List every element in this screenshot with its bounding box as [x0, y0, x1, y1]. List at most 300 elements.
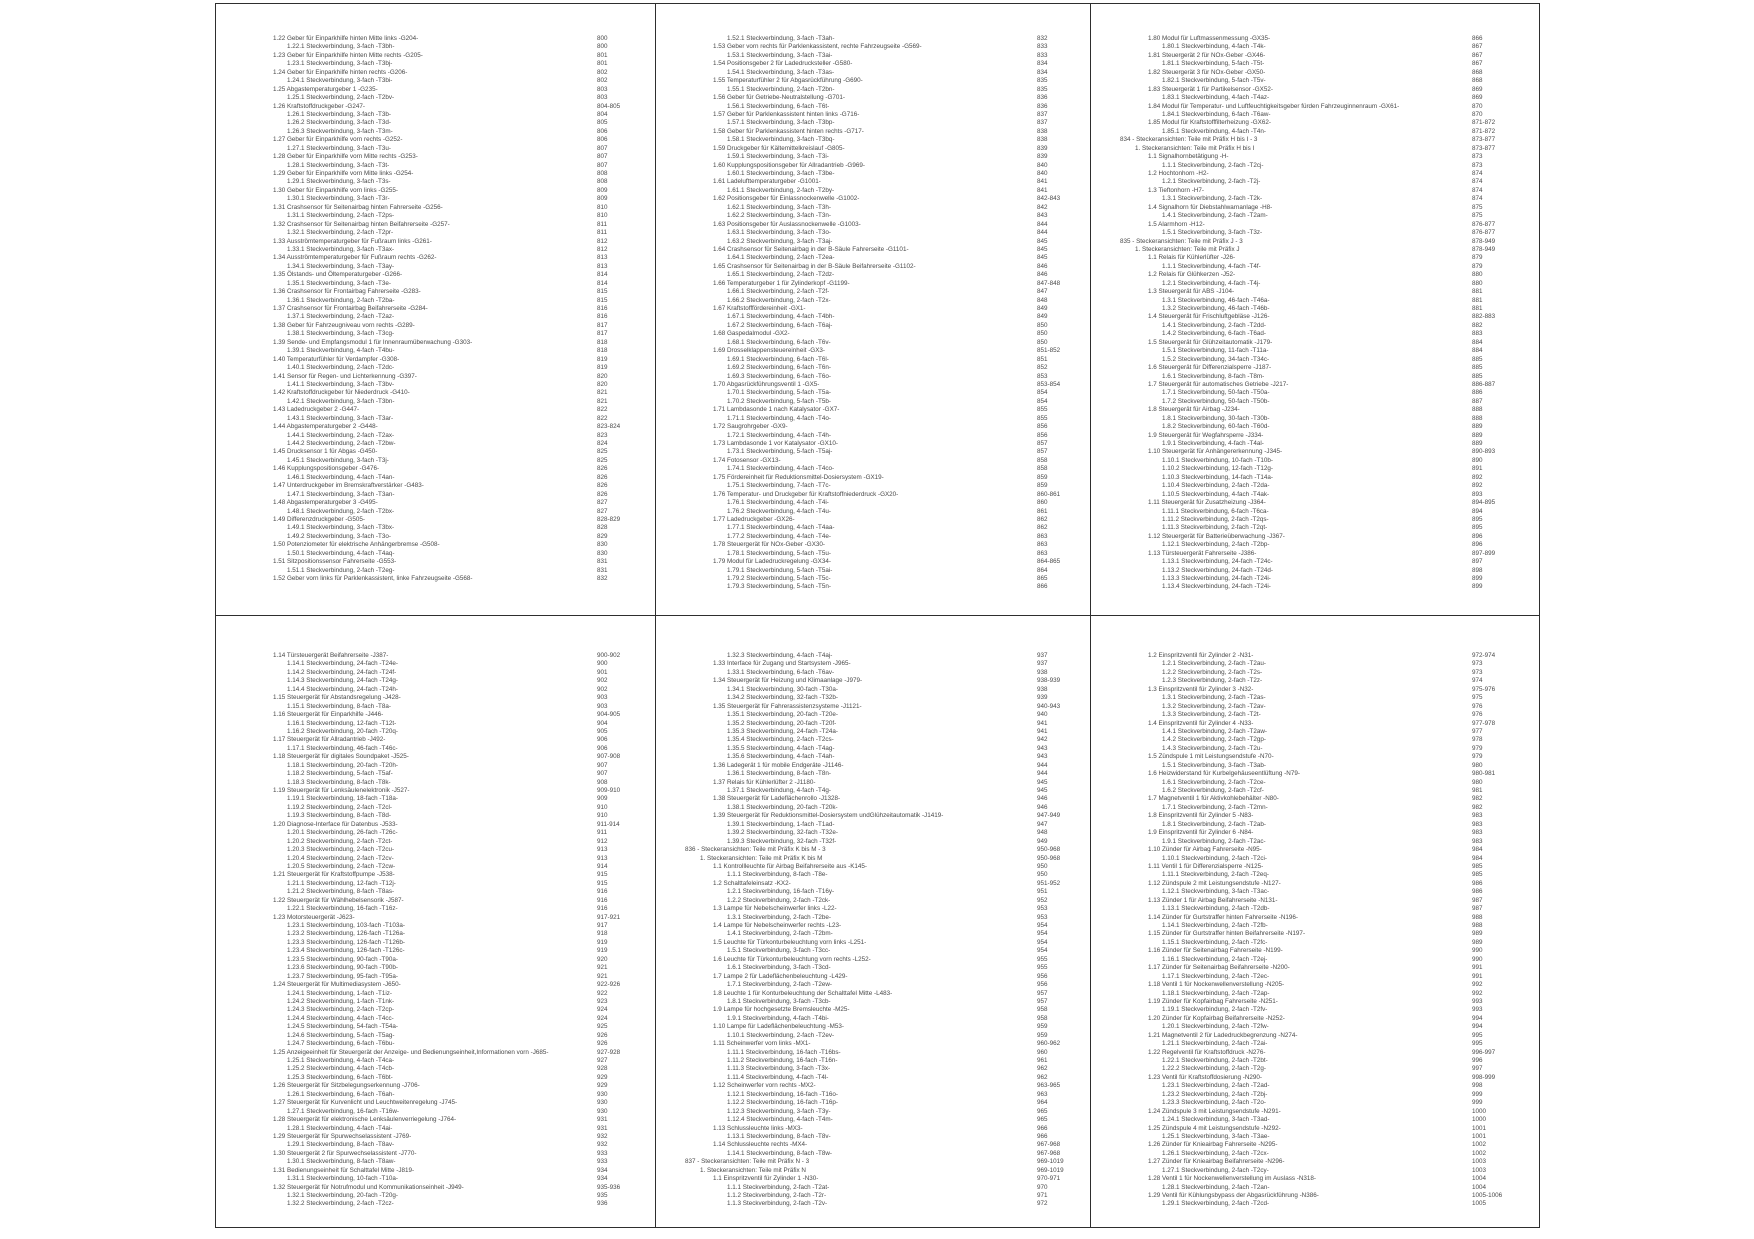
toc-entry: [656, 145, 1090, 153]
entry-page-number: 942: [1037, 736, 1048, 744]
entry-text: 1.25.1 Steckverbindung, 4-fach -T4ca-: [287, 1057, 395, 1064]
entry-page-number: 885: [1472, 364, 1483, 372]
toc-entry: [216, 271, 655, 279]
entry-page-number: 811: [597, 220, 608, 228]
entry-text: 1.26.1 Steckverbindung, 6-fach -T6ah-: [287, 1090, 395, 1098]
entry-text: 1.7 Steuergerät für automatisches Getriebe -J217-: [1148, 380, 1289, 388]
entry-page-number: 915: [597, 871, 608, 879]
toc-entry: [216, 128, 655, 136]
entry-page-number: 900-902: [597, 652, 621, 659]
entry-page-number: 850: [1037, 338, 1048, 346]
entry-page-number: 966: [1037, 1132, 1048, 1140]
entry-page-number: 989: [1472, 938, 1483, 946]
entry-text: 1.27 Zünder für Knieairbag Beifahrerseite -N296-: [1148, 1158, 1285, 1166]
toc-entry: [1091, 964, 1539, 972]
entry-page-number: 982: [1472, 803, 1483, 811]
toc-entry: [216, 1040, 655, 1048]
entry-text: 1.9.1 Steckverbindung, 2-fach -T2ac-: [1162, 837, 1266, 845]
entry-text: 1.30.1 Steckverbindung, 8-fach -T8aw-: [287, 1158, 396, 1166]
entry-text: 1.2.2 Steckverbindung, 2-fach -T2ck-: [727, 896, 831, 904]
entry-text: 1.63 Positionsgeber für Auslassnockenwelle -G1003-: [713, 220, 861, 228]
entry-page-number: 906: [597, 744, 608, 752]
entry-page-number: 938: [1037, 685, 1048, 693]
toc-entry: [1091, 415, 1539, 423]
entry-page-number: 820: [597, 372, 608, 380]
toc-entry: [216, 524, 655, 532]
entry-page-number: 941: [1037, 727, 1048, 735]
toc-entry: [216, 897, 655, 905]
entry-text: 1.39.1 Steckverbindung, 1-fach -T1ad-: [727, 820, 835, 828]
toc-entry: [656, 973, 1090, 981]
toc-entry: [1091, 956, 1539, 964]
toc-entry: [656, 195, 1090, 203]
entry-text: 1.24 Steuergerät für Multimediasystem -J650-: [273, 981, 401, 989]
entry-text: 1.1.3 Steckverbindung, 2-fach -T2v-: [727, 1200, 828, 1208]
toc-entry: [1091, 1040, 1539, 1048]
toc-entry: [656, 465, 1090, 473]
toc-entry: [656, 94, 1090, 102]
entry-page-number: 889: [1472, 440, 1483, 447]
toc-entry: [1091, 1158, 1539, 1166]
entry-text: 1.10.1 Steckverbindung, 10-fach -T10b-: [1162, 456, 1273, 464]
entry-page-number: 893: [1472, 490, 1483, 498]
entry-page-number: 907: [597, 761, 608, 769]
entry-page-number: 814: [597, 271, 608, 279]
entry-page-number: 845: [1037, 254, 1048, 262]
entry-page-number: 808: [597, 170, 608, 177]
entry-page-number: 902: [597, 677, 608, 685]
toc-entry: [216, 482, 655, 490]
entry-text: 1.39 Steuergerät für Reduktionsmittel-Dosiersystem undGlühzeitautomatik -J1419-: [713, 812, 944, 820]
entry-page-number: 937: [1037, 660, 1048, 668]
entry-text: 1.31.1 Steckverbindung, 2-fach -T2ps-: [287, 212, 395, 220]
toc-entry: [1091, 170, 1539, 178]
entry-text: 1.8 Leuchte 1 für Konturbeleuchtung der Schalttafel Mitte -L483-: [713, 989, 893, 997]
entry-text: 1.63.1 Steckverbindung, 3-fach -T3o-: [727, 229, 831, 237]
toc-entry: [1091, 389, 1539, 397]
entry-page-number: 954: [1037, 922, 1048, 929]
entry-text: 1. Steckeransichten: Teile mit Präfix J: [1135, 245, 1240, 253]
entry-page-number: 928: [597, 1065, 608, 1073]
entry-text: 1.4 Steuergerät für Frischluftgebläse -J126-: [1148, 313, 1270, 321]
entry-page-number: 871-872: [1472, 127, 1496, 135]
entry-text: 1.10 Lampe für Ladeflächenbeleuchtung -M53-: [713, 1023, 844, 1031]
entry-page-number: 823-824: [597, 423, 621, 431]
toc-entry: [216, 86, 655, 94]
toc-entry: [216, 981, 655, 989]
entry-text: 1.62 Positionsgeber für Einlassnockenwelle -G1002-: [713, 195, 860, 203]
entry-text: 1.24.1 Steckverbindung, 3-fach -T3ad-: [1162, 1116, 1270, 1124]
entry-text: 1.1 Relais für Kühlerlüfter -J26-: [1148, 254, 1236, 262]
toc-entry: [216, 677, 655, 685]
entry-page-number: 938-939: [1037, 677, 1061, 685]
entry-text: 1.84 Modul für Temperatur- und Luftfeuchtigkeitsgeber fürden Fahrzeuginnenraum -GX61-: [1148, 102, 1400, 110]
entry-page-number: 954: [1037, 930, 1048, 938]
toc-entry: [1091, 694, 1539, 702]
entry-page-number: 950-968: [1037, 854, 1061, 862]
entry-text: 1.9 Lampe für hochgesetzte Bremsleuchte -M25-: [713, 1006, 850, 1014]
entry-page-number: 913: [597, 854, 608, 862]
toc-entry: [656, 550, 1090, 558]
entry-page-number: 803: [597, 94, 608, 102]
toc-entry: [1091, 1006, 1539, 1014]
toc-entry: [1091, 745, 1539, 753]
page-bottom-left: [215, 615, 656, 1228]
toc-entry: [656, 829, 1090, 837]
toc-entry: [1091, 1082, 1539, 1090]
toc-entry: [1091, 288, 1539, 296]
entry-text: 1.13.3 Steckverbindung, 24-fach -T24i-: [1162, 575, 1271, 582]
entry-page-number: 944: [1037, 770, 1048, 778]
entry-page-number: 878-949: [1472, 245, 1496, 253]
toc-entry: [216, 406, 655, 414]
entry-text: 1.70.2 Steckverbindung, 5-fach -T5b-: [727, 397, 831, 405]
entry-page-number: 990: [1472, 947, 1483, 955]
toc-entry: [1091, 297, 1539, 305]
entry-text: 1.1.1 Steckverbindung, 2-fach -T2cj-: [1162, 161, 1264, 169]
toc-entry: [1091, 829, 1539, 837]
entry-text: 1.77.2 Steckverbindung, 4-fach -T4e-: [727, 532, 831, 540]
toc-entry: [216, 998, 655, 1006]
entry-text: 1.18.1 Steckverbindung, 2-fach -T2ap-: [1162, 989, 1270, 997]
toc-entry: [656, 440, 1090, 448]
toc-entry: [656, 389, 1090, 397]
entry-page-number: 892: [1472, 473, 1483, 481]
entry-page-number: 884: [1472, 347, 1483, 355]
entry-page-number: 933: [597, 1149, 608, 1157]
toc-entry: [656, 998, 1090, 1006]
toc-entry: [656, 423, 1090, 431]
toc-entry: [1091, 1192, 1539, 1200]
entry-page-number: 971: [1037, 1192, 1048, 1199]
toc-entry: [216, 1133, 655, 1141]
entry-page-number: 878-949: [1472, 237, 1496, 245]
entry-page-number: 855: [1037, 414, 1048, 422]
entry-text: 1.65 Crashsensor für Seitenairbag in der B-Säule Beifahrerseite -G1102-: [713, 262, 916, 270]
entry-page-number: 960: [1037, 1048, 1048, 1056]
entry-text: 1.78 Steuergerät für NOx-Geber -GX30-: [713, 541, 825, 549]
entry-page-number: 998: [1472, 1082, 1483, 1090]
entry-page-number: 992: [1472, 989, 1483, 997]
toc-entry: [656, 153, 1090, 161]
entry-text: 1.34 Ausströmtemperaturgeber für Fußraum rechts -G262-: [273, 254, 437, 262]
toc-entry: [1091, 1167, 1539, 1175]
entry-page-number: 859: [1037, 473, 1048, 481]
entry-text: 836 - Steckeransichten: Teile mit Präfix K bis M - 3: [685, 846, 826, 854]
entry-text: 1.3.1 Steckverbindung, 46-fach -T46a-: [1162, 296, 1270, 304]
entry-page-number: 800: [597, 35, 608, 42]
toc-entry: [656, 516, 1090, 524]
entry-page-number: 863: [1037, 532, 1048, 540]
entry-text: 1.8.1 Steckverbindung, 2-fach -T2ab-: [1162, 820, 1266, 828]
entry-text: 1.25.2 Steckverbindung, 4-fach -T4cb-: [287, 1065, 395, 1073]
toc-entry: [216, 728, 655, 736]
entry-page-number: 919: [597, 947, 608, 955]
toc-entry: [656, 914, 1090, 922]
entry-text: 1.72.1 Steckverbindung, 4-fach -T4h-: [727, 431, 831, 439]
toc-entry: [1091, 1116, 1539, 1124]
entry-text: 1.38 Geber für Fahrzeugniveau vorn rechts -G289-: [273, 321, 415, 329]
entry-page-number: 964: [1037, 1099, 1048, 1107]
toc-entry: [1091, 728, 1539, 736]
entry-text: 1.34.1 Steckverbindung, 3-fach -T3ay-: [287, 262, 395, 270]
toc-entry: [216, 491, 655, 499]
entry-page-number: 860-861: [1037, 490, 1061, 498]
toc-entry: [1091, 440, 1539, 448]
entry-text: 1.5 Zündspule 1 mit Leistungsendstufe -N70-: [1148, 753, 1274, 761]
entry-page-number: 949: [1037, 837, 1048, 845]
entry-text: 1.28.1 Steckverbindung, 2-fach -T2an-: [1162, 1183, 1270, 1191]
entry-text: 1.80 Modul für Luftmassenmessung -GX35-: [1148, 35, 1271, 42]
entry-text: 1.19 Zünder für Kopfairbag Fahrerseite -N251-: [1148, 997, 1278, 1005]
toc-entry: [1091, 145, 1539, 153]
toc-entry: [656, 204, 1090, 212]
entry-text: 1.7.1 Steckverbindung, 2-fach -T2mn-: [1162, 803, 1268, 811]
entry-page-number: 841: [1037, 186, 1048, 194]
entry-page-number: 830: [597, 541, 608, 549]
entry-text: 1.2.1 Steckverbindung, 4-fach -T4j-: [1162, 279, 1261, 287]
toc-entry: [656, 1108, 1090, 1116]
toc-entry: [216, 1125, 655, 1133]
toc-entry: [1091, 212, 1539, 220]
toc-entry: [216, 745, 655, 753]
entry-page-number: 986: [1472, 879, 1483, 887]
entry-page-number: 974: [1472, 677, 1483, 685]
entry-page-number: 961: [1037, 1057, 1048, 1064]
toc-entry: [656, 381, 1090, 389]
entry-page-number: 891: [1472, 465, 1483, 473]
toc-entry: [216, 736, 655, 744]
entry-page-number: 894-895: [1472, 499, 1496, 507]
toc-entry: [1091, 356, 1539, 364]
toc-entry: [216, 711, 655, 719]
entry-page-number: 908: [597, 778, 608, 786]
entry-text: 1.3 Lampe für Nebelscheinwerfer links -L22-: [713, 905, 837, 913]
entry-text: 1.35.1 Steckverbindung, 3-fach -T3e-: [287, 279, 391, 287]
entry-text: 1.2.1 Steckverbindung, 2-fach -T2au-: [1162, 660, 1266, 668]
entry-page-number: 938: [1037, 668, 1048, 676]
entry-page-number: 814: [597, 279, 608, 287]
toc-entry: [656, 804, 1090, 812]
entry-text: 1.3 Steuergerät für ABS -J104-: [1148, 288, 1235, 296]
toc-entry: [1091, 677, 1539, 685]
entry-page-number: 969-1019: [1037, 1166, 1064, 1174]
entry-page-number: 981: [1472, 787, 1483, 794]
entry-text: 1.26 Zünder für Knieairbag Fahrerseite -N295-: [1148, 1141, 1278, 1149]
entry-text: 1.37.1 Steckverbindung, 4-fach -T4g-: [727, 787, 831, 794]
entry-text: 1.23 Motorsteuergerät -J623-: [273, 913, 355, 921]
entry-text: 1.40.1 Steckverbindung, 2-fach -T2dc-: [287, 364, 395, 372]
toc-entry: [1091, 263, 1539, 271]
entry-text: 1.81 Steuergerät 2 für NOx-Geber -GX46-: [1148, 51, 1266, 59]
entry-page-number: 889: [1472, 423, 1483, 431]
entry-text: 1.4 Einspritzventil für Zylinder 4 -N33-: [1148, 719, 1254, 727]
entry-page-number: 898: [1472, 566, 1483, 574]
page-top-left: [215, 3, 656, 616]
entry-text: 1.72 Saugrohrgeber -GX9-: [713, 423, 788, 431]
entry-text: 1.29.1 Steckverbindung, 2-fach -T2cd-: [1162, 1200, 1270, 1208]
toc-entry: [216, 103, 655, 111]
entry-text: 1.15.1 Steckverbindung, 8-fach -T8a-: [287, 702, 391, 710]
entry-page-number: 807: [597, 161, 608, 169]
toc-entry: [1091, 499, 1539, 507]
toc-entry: [656, 254, 1090, 262]
toc-entry: [656, 770, 1090, 778]
entry-text: 1.67.1 Steckverbindung, 4-fach -T4bh-: [727, 313, 835, 321]
entry-text: 1.4 Lampe für Nebelscheinwerfer rechts -L23-: [713, 922, 842, 929]
entry-page-number: 973: [1472, 660, 1483, 668]
entry-page-number: 802: [597, 68, 608, 76]
entry-text: 1.15 Steuergerät für Abstandsregelung -J428-: [273, 694, 401, 702]
entry-text: 1.52 Geber vorn links für Parklenkassistent, linke Fahrzeugseite -G568-: [273, 575, 473, 582]
entry-page-number: 826: [597, 482, 608, 490]
entry-text: 1.12.1 Steckverbindung, 2-fach -T2bp-: [1162, 541, 1270, 549]
entry-page-number: 888: [1472, 406, 1483, 414]
toc-entry: [216, 1175, 655, 1183]
toc-entry: [656, 524, 1090, 532]
entry-text: 1.21 Steuergerät für Kraftstoffpumpe -J538-: [273, 871, 395, 879]
entry-page-number: 841: [1037, 178, 1048, 186]
toc-entry: [216, 238, 655, 246]
entry-text: 1.29.1 Steckverbindung, 8-fach -T8av-: [287, 1141, 395, 1149]
entry-text: 1.36 Crashsensor für Frontairbag Fahrerseite -G283-: [273, 288, 421, 296]
toc-entry: [216, 457, 655, 465]
entry-text: 1.50 Potenziometer für elektrische Anhängerbremse -G508-: [273, 541, 440, 549]
entry-text: 1.10.4 Steckverbindung, 2-fach -T2da-: [1162, 482, 1270, 490]
entry-page-number: 805: [597, 119, 608, 127]
entry-text: 1.60.1 Steckverbindung, 3-fach -T3be-: [727, 170, 835, 177]
entry-text: 837 - Steckeransichten: Teile mit Präfix N - 3: [685, 1158, 810, 1166]
entry-text: 1.23.3 Steckverbindung, 2-fach -T2o-: [1162, 1099, 1266, 1107]
entry-page-number: 819: [597, 355, 608, 363]
entry-text: 1.24.2 Steckverbindung, 1-fach -T1nk-: [287, 997, 395, 1005]
entry-text: 1.11.1 Steckverbindung, 2-fach -T2eq-: [1162, 871, 1269, 879]
toc-entry: [216, 297, 655, 305]
toc-entry: [216, 280, 655, 288]
entry-text: 1.23.5 Steckverbindung, 90-fach -T90a-: [287, 955, 398, 963]
entry-text: 1.32.3 Steckverbindung, 4-fach -T4aj-: [727, 652, 833, 659]
toc-entry: [656, 1141, 1090, 1149]
entry-text: 1.1 Kontrollleuchte für Airbag Beifahrerseite aus -K145-: [713, 862, 868, 870]
entry-page-number: 857: [1037, 448, 1048, 456]
entry-page-number: 813: [597, 254, 608, 262]
entry-text: 1.6.1 Steckverbindung, 2-fach -T2ce-: [1162, 778, 1266, 786]
entry-page-number: 1003: [1472, 1158, 1487, 1166]
entry-text: 1.49 Differenzdruckgeber -G505-: [273, 515, 365, 523]
entry-text: 1.9.1 Steckverbindung, 4-fach -T4al-: [1162, 440, 1264, 447]
entry-text: 1.13.4 Steckverbindung, 24-fach -T24i-: [1162, 583, 1271, 591]
entry-page-number: 845: [1037, 245, 1048, 253]
toc-entry: [1091, 128, 1539, 136]
entry-page-number: 882: [1472, 321, 1483, 329]
toc-entry: [216, 195, 655, 203]
entry-page-number: 846: [1037, 271, 1048, 279]
entry-page-number: 967-968: [1037, 1141, 1061, 1149]
entry-text: 1.6 Leuchte für Türkonturbeleuchtung vorn rechts -L252-: [713, 955, 871, 963]
toc-entry: [1091, 195, 1539, 203]
toc-entry: [216, 939, 655, 947]
toc-entry: [656, 1006, 1090, 1014]
entry-page-number: 882-883: [1472, 313, 1496, 321]
toc-entry: [1091, 111, 1539, 119]
entry-text: 1.49.2 Steckverbindung, 3-fach -T3o-: [287, 532, 391, 540]
toc-entry: [1091, 981, 1539, 989]
entry-page-number: 855: [1037, 406, 1048, 414]
entry-text: 1.20.2 Steckverbindung, 2-fach -T2ct-: [287, 837, 393, 845]
toc-entry: [216, 1184, 655, 1192]
toc-entry: [1091, 795, 1539, 803]
entry-page-number: 864-865: [1037, 558, 1061, 566]
toc-entry: [1091, 1099, 1539, 1107]
entry-page-number: 885: [1472, 355, 1483, 363]
entry-text: 1.37 Relais für Kühlerlüfter 2 -J1180-: [713, 778, 816, 786]
toc-entry: [1091, 280, 1539, 288]
entry-page-number: 822: [597, 406, 608, 414]
entry-text: 1.9 Steuergerät für Wegfahrsperre -J334-: [1148, 431, 1264, 439]
toc-entry: [656, 1057, 1090, 1065]
entry-page-number: 854: [1037, 389, 1048, 397]
entry-text: 1.77 Ladedruckgeber -GX26-: [713, 515, 795, 523]
entry-page-number: 866: [1472, 35, 1483, 42]
entry-text: 1.29 Ventil für Kühlungsbypass der Abgasrückführung -N386-: [1148, 1192, 1319, 1199]
entry-page-number: 813: [597, 262, 608, 270]
entry-text: 1.4.1 Steckverbindung, 2-fach -T2bm-: [727, 930, 833, 938]
entry-text: 1.4.3 Steckverbindung, 2-fach -T2u-: [1162, 744, 1263, 752]
entry-text: 1.2.1 Steckverbindung, 2-fach -T2j-: [1162, 178, 1261, 186]
toc-entry: [1091, 221, 1539, 229]
entry-text: 1.24.4 Steckverbindung, 4-fach -T4cc-: [287, 1014, 394, 1022]
entry-page-number: 988: [1472, 922, 1483, 929]
entry-text: 1.47.1 Steckverbindung, 3-fach -T3an-: [287, 490, 395, 498]
entry-text: 1.35.6 Steckverbindung, 4-fach -T4ah-: [727, 753, 835, 761]
entry-page-number: 833: [1037, 51, 1048, 59]
toc-entry: [1091, 669, 1539, 677]
toc-entry: [656, 541, 1090, 549]
toc-entry: [216, 558, 655, 566]
entry-text: 1.35 Steuergerät für Fahrerassistenzsysteme -J1121-: [713, 702, 862, 710]
entry-text: 1.35.5 Steckverbindung, 4-fach -T4ag-: [727, 744, 835, 752]
entry-page-number: 987: [1472, 905, 1483, 913]
entry-page-number: 941: [1037, 719, 1048, 727]
toc-entry: [1091, 558, 1539, 566]
entry-page-number: 926: [597, 1040, 608, 1048]
entry-page-number: 867: [1472, 43, 1483, 51]
entry-page-number: 827: [597, 499, 608, 507]
toc-entry: [1091, 922, 1539, 930]
entry-page-number: 947-949: [1037, 812, 1061, 820]
toc-entry: [1091, 1015, 1539, 1023]
entry-page-number: 832: [597, 575, 608, 582]
entry-page-number: 854: [1037, 397, 1048, 405]
entry-text: 1.71.1 Steckverbindung, 4-fach -T4o-: [727, 414, 831, 422]
entry-text: 1.20 Zünder für Kopfairbag Beifahrerseite -N252-: [1148, 1014, 1285, 1022]
entry-page-number: 835: [1037, 77, 1048, 85]
toc-entry: [656, 652, 1090, 660]
entry-page-number: 837: [1037, 110, 1048, 118]
toc-entry: [656, 221, 1090, 229]
entry-page-number: 890-893: [1472, 448, 1496, 456]
toc-entry: [216, 330, 655, 338]
entry-page-number: 911-914: [597, 820, 620, 828]
toc-entry: [656, 364, 1090, 372]
entry-text: 1.3 Einspritzventil für Zylinder 3 -N32-: [1148, 685, 1254, 693]
toc-entry: [1091, 60, 1539, 68]
toc-entry: [216, 905, 655, 913]
entry-text: 1.24.1 Steckverbindung, 1-fach -T1iz-: [287, 989, 393, 997]
entry-text: 1.77.1 Steckverbindung, 4-fach -T4aa-: [727, 524, 835, 532]
toc-entry: [1091, 69, 1539, 77]
toc-entry: [656, 1091, 1090, 1099]
